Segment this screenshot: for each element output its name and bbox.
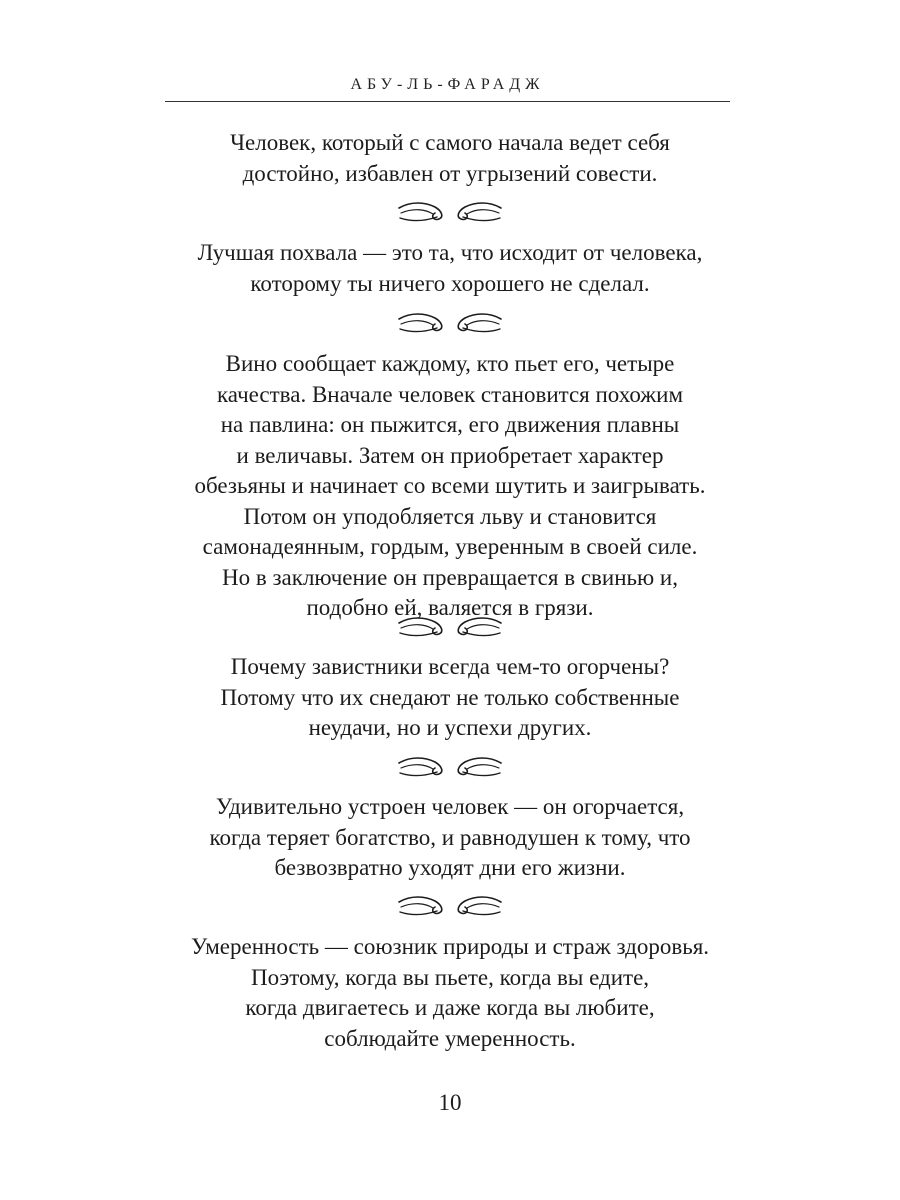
aphorism-line: когда двигаетесь и даже когда вы любите, [245,995,655,1020]
aphorism-line: которому ты ничего хорошего не сделал. [250,270,650,296]
aphorism-line: Удивительно устроен человек — он огорчается, [215,794,685,819]
aphorism-line: Лучшая похвала — это та, что исходит от человека, [197,240,703,265]
aphorism-line: безвозвратно уходят дни его жизни. [274,855,626,880]
aphorism-5 [150,792,750,884]
swash-fleuron-icon [395,754,505,780]
swash-fleuron-icon [395,893,505,919]
aphorism-line: Человек, который с самого начала ведет себя [230,130,670,155]
aphorism-2 [150,238,750,299]
aphorism-line: на павлина: он пыжится, его движения плавны [220,412,680,437]
aphorism-4 [150,652,750,744]
swash-fleuron-icon [395,614,505,640]
running-head: АБУ-ЛЬ-ФАРАДЖ [350,76,545,93]
aphorism-line: Но в заключение он превращается в свинью и, [222,564,678,590]
aphorism-line: качества. Вначале человек становится похожим [216,381,684,407]
aphorism-line: и величавы. Затем он приобретает характер [236,442,664,468]
aphorism-line: подобно ей, валяется в грязи. [306,595,594,620]
aphorism-line: самонадеянным, гордым, уверенным в своей силе. [202,534,698,559]
aphorism-line: соблюдайте умеренность. [324,1025,576,1051]
aphorism-line: Потому что их снедают не только собственные [220,684,680,710]
aphorism-line: Потом он уподобляется льву и становится [243,503,657,529]
aphorism-line: неудачи, но и успехи других. [308,715,592,740]
aphorism-line: достойно, избавлен от угрызений совести. [242,160,658,186]
aphorism-line: Почему завистники всегда чем-то огорчены? [230,654,670,679]
aphorism-6 [150,932,750,1054]
aphorism-line: Поэтому, когда вы пьете, когда вы едите, [250,964,650,990]
aphorism-line: когда теряет богатство, и равнодушен к тому, что [209,824,691,850]
aphorism-line: Вино сообщает каждому, кто пьет его, четыре [225,351,675,376]
page-number: 10 [438,1090,462,1115]
swash-fleuron-icon [395,310,505,336]
aphorism-1 [150,128,750,189]
aphorism-line: Умеренность — союзник природы и страж здоровья. [190,934,710,959]
header-rule [165,101,730,102]
swash-fleuron-icon [395,199,505,225]
aphorism-line: обезьяны и начинает со всеми шутить и заигрывать. [194,473,706,498]
aphorism-3 [150,349,750,624]
